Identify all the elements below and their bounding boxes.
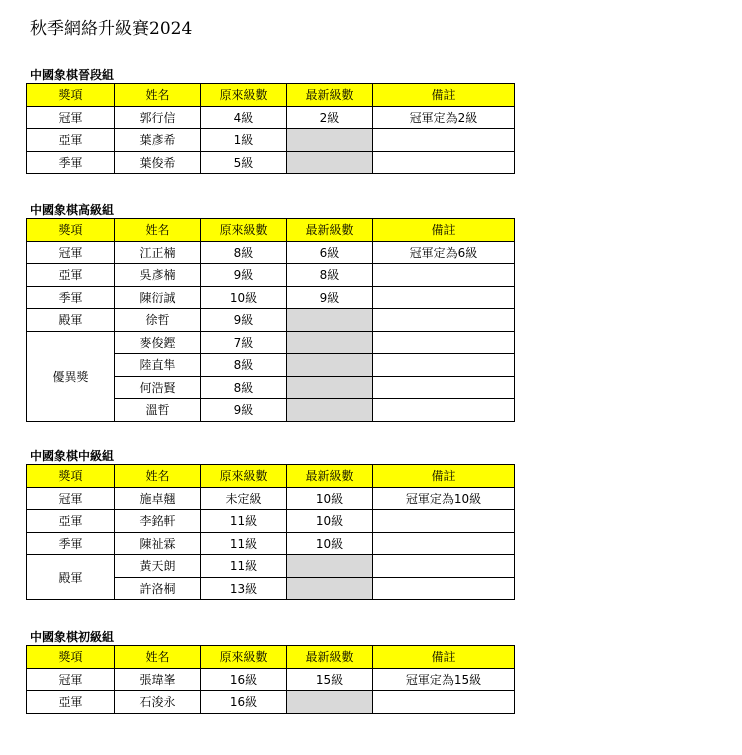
award-cell: 冠軍 xyxy=(27,487,115,510)
name-cell: 陳祉霖 xyxy=(115,532,201,555)
table-row xyxy=(27,106,515,129)
orig-level-cell: 8級 xyxy=(201,376,287,399)
note-cell xyxy=(373,286,515,309)
results-table xyxy=(26,645,515,714)
name-cell: 李銘軒 xyxy=(115,510,201,533)
table-row xyxy=(27,668,515,691)
note-cell xyxy=(373,376,515,399)
award-cell: 季軍 xyxy=(27,532,115,555)
name-cell: 麥俊鏗 xyxy=(115,331,201,354)
note-cell xyxy=(373,577,515,600)
name-cell: 許洛桐 xyxy=(115,577,201,600)
header-row xyxy=(27,465,515,488)
new-level-cell xyxy=(287,399,373,422)
orig-level-cell: 7級 xyxy=(201,331,287,354)
header-new-level: 最新級數 xyxy=(287,219,373,242)
orig-level-cell: 9級 xyxy=(201,264,287,287)
award-cell: 殿軍 xyxy=(27,309,115,332)
name-cell: 施卓翹 xyxy=(115,487,201,510)
table-row xyxy=(27,286,515,309)
name-cell: 徐哲 xyxy=(115,309,201,332)
new-level-cell: 2級 xyxy=(287,106,373,129)
header-award: 獎項 xyxy=(27,219,115,242)
name-cell: 何浩賢 xyxy=(115,376,201,399)
header-orig-level: 原來級數 xyxy=(201,84,287,107)
orig-level-cell: 9級 xyxy=(201,399,287,422)
orig-level-cell: 1級 xyxy=(201,129,287,152)
table-row xyxy=(27,309,515,332)
new-level-cell xyxy=(287,331,373,354)
new-level-cell: 10級 xyxy=(287,487,373,510)
header-note: 備註 xyxy=(373,219,515,242)
award-cell: 亞軍 xyxy=(27,264,115,287)
orig-level-cell: 8級 xyxy=(201,354,287,377)
header-row xyxy=(27,219,515,242)
table-row xyxy=(27,129,515,152)
award-cell: 季軍 xyxy=(27,151,115,174)
new-level-cell xyxy=(287,577,373,600)
header-name: 姓名 xyxy=(115,84,201,107)
header-new-level: 最新級數 xyxy=(287,84,373,107)
award-cell: 亞軍 xyxy=(27,510,115,533)
orig-level-cell: 11級 xyxy=(201,532,287,555)
award-cell: 殿軍 xyxy=(27,555,115,600)
new-level-cell: 8級 xyxy=(287,264,373,287)
new-level-cell xyxy=(287,555,373,578)
name-cell: 陸直隼 xyxy=(115,354,201,377)
header-orig-level: 原來級數 xyxy=(201,465,287,488)
name-cell: 葉彥希 xyxy=(115,129,201,152)
results-table xyxy=(26,464,515,600)
header-name: 姓名 xyxy=(115,646,201,669)
header-row xyxy=(27,84,515,107)
table-row xyxy=(27,691,515,714)
award-cell: 冠軍 xyxy=(27,106,115,129)
note-cell xyxy=(373,532,515,555)
note-cell xyxy=(373,691,515,714)
header-award: 獎項 xyxy=(27,646,115,669)
orig-level-cell: 5級 xyxy=(201,151,287,174)
orig-level-cell: 11級 xyxy=(201,510,287,533)
table-row xyxy=(27,151,515,174)
table-row xyxy=(27,555,515,578)
header-new-level: 最新級數 xyxy=(287,646,373,669)
orig-level-cell: 16級 xyxy=(201,691,287,714)
name-cell: 郭行信 xyxy=(115,106,201,129)
name-cell: 張瑋峯 xyxy=(115,668,201,691)
note-cell xyxy=(373,555,515,578)
note-cell: 冠軍定為15級 xyxy=(373,668,515,691)
page-title: 秋季網絡升級賽2024 xyxy=(30,19,193,39)
header-row xyxy=(27,646,515,669)
orig-level-cell: 11級 xyxy=(201,555,287,578)
name-cell: 江正楠 xyxy=(115,241,201,264)
results-table xyxy=(26,218,515,422)
note-cell: 冠軍定為10級 xyxy=(373,487,515,510)
new-level-cell: 9級 xyxy=(287,286,373,309)
header-orig-level: 原來級數 xyxy=(201,219,287,242)
new-level-cell: 10級 xyxy=(287,532,373,555)
table-row xyxy=(27,331,515,354)
orig-level-cell: 8級 xyxy=(201,241,287,264)
name-cell: 石浚永 xyxy=(115,691,201,714)
header-note: 備註 xyxy=(373,465,515,488)
table-row xyxy=(27,532,515,555)
table-row xyxy=(27,264,515,287)
new-level-cell xyxy=(287,354,373,377)
award-cell: 亞軍 xyxy=(27,691,115,714)
new-level-cell xyxy=(287,691,373,714)
note-cell xyxy=(373,354,515,377)
orig-level-cell: 9級 xyxy=(201,309,287,332)
table-row xyxy=(27,241,515,264)
award-cell: 亞軍 xyxy=(27,129,115,152)
header-note: 備註 xyxy=(373,646,515,669)
orig-level-cell: 13級 xyxy=(201,577,287,600)
note-cell xyxy=(373,151,515,174)
group-title: 中國象棋初級組 xyxy=(30,630,115,644)
name-cell: 葉俊希 xyxy=(115,151,201,174)
results-table xyxy=(26,83,515,174)
table-row xyxy=(27,487,515,510)
header-name: 姓名 xyxy=(115,465,201,488)
orig-level-cell: 未定級 xyxy=(201,487,287,510)
table-row xyxy=(27,510,515,533)
new-level-cell: 10級 xyxy=(287,510,373,533)
award-cell: 季軍 xyxy=(27,286,115,309)
header-award: 獎項 xyxy=(27,465,115,488)
group-title: 中國象棋高級組 xyxy=(30,203,115,217)
new-level-cell: 6級 xyxy=(287,241,373,264)
new-level-cell xyxy=(287,129,373,152)
name-cell: 陳衍誠 xyxy=(115,286,201,309)
note-cell: 冠軍定為6級 xyxy=(373,241,515,264)
header-new-level: 最新級數 xyxy=(287,465,373,488)
orig-level-cell: 16級 xyxy=(201,668,287,691)
note-cell xyxy=(373,309,515,332)
orig-level-cell: 10級 xyxy=(201,286,287,309)
header-note: 備註 xyxy=(373,84,515,107)
note-cell xyxy=(373,331,515,354)
note-cell xyxy=(373,129,515,152)
orig-level-cell: 4級 xyxy=(201,106,287,129)
header-orig-level: 原來級數 xyxy=(201,646,287,669)
name-cell: 溫哲 xyxy=(115,399,201,422)
name-cell: 黃天朗 xyxy=(115,555,201,578)
header-award: 獎項 xyxy=(27,84,115,107)
name-cell: 吳彥楠 xyxy=(115,264,201,287)
award-cell: 冠軍 xyxy=(27,668,115,691)
header-name: 姓名 xyxy=(115,219,201,242)
new-level-cell xyxy=(287,309,373,332)
new-level-cell xyxy=(287,376,373,399)
note-cell xyxy=(373,264,515,287)
award-cell: 優異獎 xyxy=(27,331,115,421)
note-cell: 冠軍定為2級 xyxy=(373,106,515,129)
new-level-cell xyxy=(287,151,373,174)
note-cell xyxy=(373,510,515,533)
new-level-cell: 15級 xyxy=(287,668,373,691)
award-cell: 冠軍 xyxy=(27,241,115,264)
group-title: 中國象棋晉段組 xyxy=(30,68,115,82)
note-cell xyxy=(373,399,515,422)
group-title: 中國象棋中級組 xyxy=(30,449,115,463)
